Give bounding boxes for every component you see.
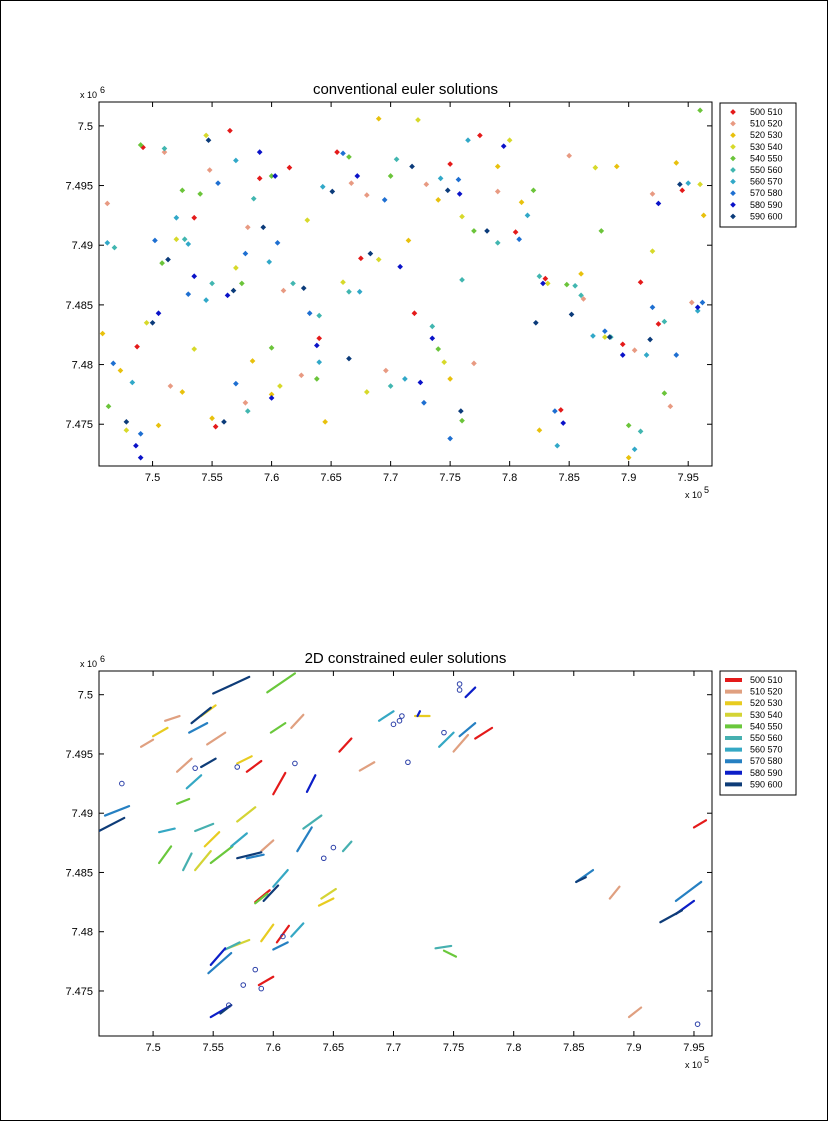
x-tick-label: 7.5 [144, 472, 161, 484]
legend-label: 580 590 [750, 199, 783, 210]
legend-label: 560 570 [750, 744, 783, 755]
y-tick-label: 7.475 [65, 985, 93, 998]
x-tick-label: 7.55 [202, 1042, 224, 1054]
legend-label: 590 600 [750, 211, 783, 222]
y-multiplier-exponent: 6 [100, 654, 106, 664]
legend-label: 570 580 [750, 188, 783, 199]
legend-label: 510 520 [750, 118, 783, 129]
legend-label: 590 600 [750, 779, 783, 790]
y-tick-label: 7.49 [71, 240, 93, 253]
x-tick-label: 7.5 [145, 1042, 161, 1054]
y-tick-label: 7.48 [71, 359, 93, 372]
legend-label: 540 550 [750, 721, 783, 732]
x-tick-label: 7.85 [563, 1042, 585, 1054]
x-multiplier: x 10 [684, 490, 702, 500]
x-multiplier: x 10 [684, 1060, 702, 1070]
y-tick-label: 7.495 [65, 180, 93, 193]
legend-label: 530 540 [750, 709, 783, 720]
y-tick-label: 7.475 [65, 419, 93, 432]
x-tick-label: 7.9 [626, 1042, 642, 1054]
legend-label: 520 530 [750, 698, 783, 709]
legend-label: 500 510 [750, 675, 783, 685]
y-multiplier: x 10 [79, 90, 97, 100]
y-multiplier-exponent: 6 [100, 85, 106, 95]
x-multiplier-exponent: 5 [704, 1055, 710, 1065]
x-tick-label: 7.8 [506, 1042, 522, 1054]
chart-title: 2D constrained euler solutions [304, 650, 507, 667]
legend-label: 540 550 [750, 153, 783, 164]
x-tick-label: 7.6 [265, 1042, 281, 1054]
x-tick-label: 7.7 [382, 472, 399, 484]
x-tick-label: 7.95 [677, 472, 699, 484]
conventional-euler-chart [0, 0, 828, 560]
y-tick-label: 7.485 [65, 867, 93, 880]
x-tick-label: 7.9 [621, 472, 637, 484]
x-tick-label: 7.6 [263, 472, 280, 484]
x-tick-label: 7.55 [201, 472, 223, 484]
x-tick-label: 7.65 [322, 1042, 345, 1054]
y-tick-label: 7.48 [71, 926, 93, 939]
legend-label: 580 590 [750, 767, 783, 778]
plot-area [99, 102, 712, 466]
x-multiplier-exponent: 5 [704, 485, 710, 495]
constrained-euler-chart [0, 560, 828, 1120]
x-tick-label: 7.7 [385, 1042, 402, 1054]
y-tick-label: 7.485 [65, 299, 93, 312]
legend-label: 570 580 [750, 756, 783, 767]
legend-label: 500 510 [750, 107, 783, 117]
x-tick-label: 7.75 [442, 1042, 465, 1054]
y-tick-label: 7.5 [77, 120, 93, 133]
y-multiplier: x 10 [79, 659, 97, 669]
x-tick-label: 7.65 [320, 472, 342, 484]
legend-label: 560 570 [750, 176, 783, 187]
legend-label: 550 560 [750, 165, 783, 175]
legend-label: 530 540 [750, 141, 783, 152]
x-tick-label: 7.85 [558, 472, 580, 484]
chart-title: conventional euler solutions [312, 81, 499, 98]
x-tick-label: 7.95 [683, 1042, 705, 1054]
y-tick-label: 7.5 [77, 689, 93, 702]
y-tick-label: 7.495 [65, 748, 93, 761]
x-tick-label: 7.8 [502, 472, 518, 484]
legend-label: 550 560 [750, 733, 783, 743]
legend-label: 520 530 [750, 130, 783, 141]
y-tick-label: 7.49 [71, 808, 93, 821]
legend-label: 510 520 [750, 686, 783, 697]
x-tick-label: 7.75 [439, 472, 461, 484]
